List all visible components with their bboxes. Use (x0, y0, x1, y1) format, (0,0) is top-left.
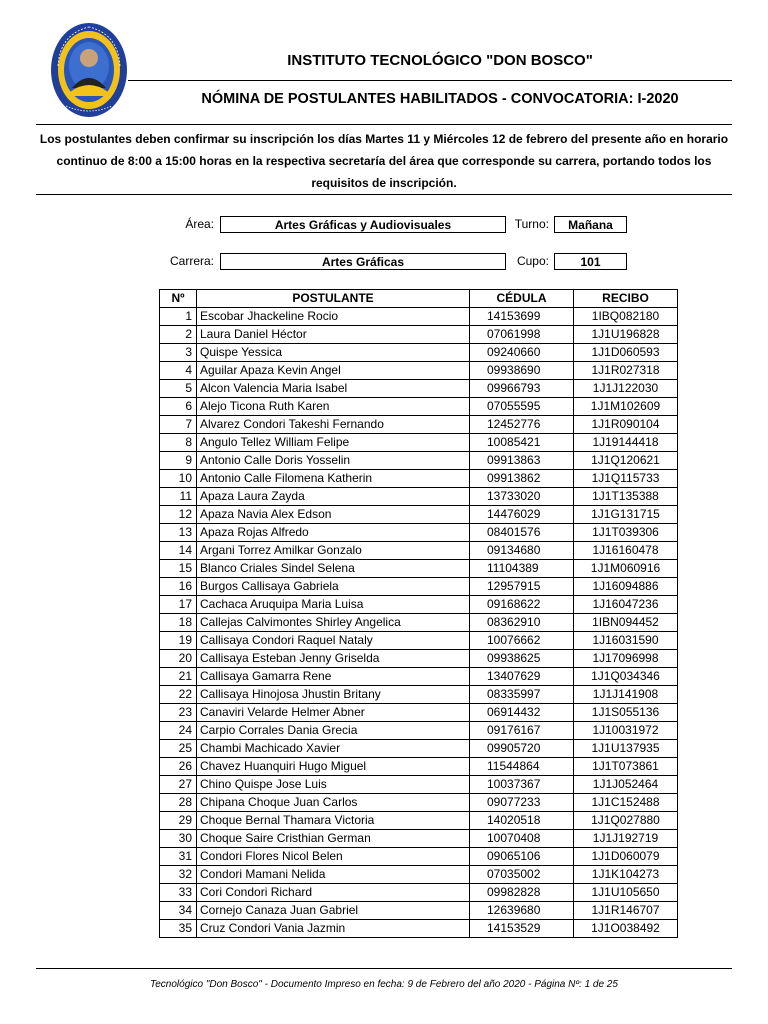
area-value: Artes Gráficas y Audiovisuales (220, 216, 506, 233)
recibo-value: 1J17096998 (574, 650, 678, 668)
cedula-value: 11104389 (470, 560, 574, 578)
recibo-value: 1J1U137935 (574, 740, 678, 758)
table-row (160, 434, 678, 452)
postulante-name: Angulo Tellez William Felipe (197, 434, 470, 452)
row-number: 33 (160, 884, 197, 902)
table-row (160, 758, 678, 776)
cedula-value: 09905720 (470, 740, 574, 758)
table-row (160, 722, 678, 740)
cedula-value: 11544864 (470, 758, 574, 776)
row-number: 2 (160, 326, 197, 344)
table-row (160, 686, 678, 704)
row-number: 24 (160, 722, 197, 740)
postulante-name: Callisaya Gamarra Rene (197, 668, 470, 686)
table-row (160, 776, 678, 794)
row-number: 8 (160, 434, 197, 452)
cedula-value: 09913862 (470, 470, 574, 488)
postulante-name: Callisaya Hinojosa Jhustin Britany (197, 686, 470, 704)
row-number: 28 (160, 794, 197, 812)
recibo-value: 1J1J141908 (574, 686, 678, 704)
document-title: NÓMINA DE POSTULANTES HABILITADOS - CONVOCATORIA: I-2020 (201, 91, 679, 107)
recibo-value: 1J1D060079 (574, 848, 678, 866)
postulante-name: Burgos Callisaya Gabriela (197, 578, 470, 596)
row-number: 27 (160, 776, 197, 794)
recibo-value: 1J1R027318 (574, 362, 678, 380)
recibo-value: 1J1D060593 (574, 344, 678, 362)
cedula-value: 14476029 (470, 506, 574, 524)
cedula-value: 10037367 (470, 776, 574, 794)
table-row (160, 596, 678, 614)
carrera-value: Artes Gráficas (220, 253, 506, 270)
cedula-value: 09938625 (470, 650, 574, 668)
row-number: 3 (160, 344, 197, 362)
table-row (160, 866, 678, 884)
cupo-value: 101 (554, 253, 627, 270)
postulante-name: Callisaya Esteban Jenny Griselda (197, 650, 470, 668)
row-number: 4 (160, 362, 197, 380)
row-number: 25 (160, 740, 197, 758)
cedula-value: 10085421 (470, 434, 574, 452)
cedula-value: 07055595 (470, 398, 574, 416)
postulante-name: Blanco Criales Sindel Selena (197, 560, 470, 578)
row-number: 6 (160, 398, 197, 416)
recibo-value: 1J1K104273 (574, 866, 678, 884)
recibo-value: 1J1M060916 (574, 560, 678, 578)
table-row (160, 848, 678, 866)
table-row (160, 380, 678, 398)
row-number: 1 (160, 308, 197, 326)
cedula-value: 13407629 (470, 668, 574, 686)
table-row (160, 326, 678, 344)
cedula-value: 09982828 (470, 884, 574, 902)
table-row (160, 920, 678, 938)
page-footer: Tecnológico "Don Bosco" - Documento Impreso en fecha: 9 de Febrero del año 2020 - Página Nº: 1 de 25 (150, 979, 618, 990)
table-row (160, 542, 678, 560)
cedula-value: 12452776 (470, 416, 574, 434)
postulante-name: Cornejo Canaza Juan Gabriel (197, 902, 470, 920)
table-row (160, 416, 678, 434)
cedula-value: 09913863 (470, 452, 574, 470)
institution-name: INSTITUTO TECNOLÓGICO "DON BOSCO" (287, 52, 593, 69)
table-row (160, 470, 678, 488)
table-row (160, 812, 678, 830)
recibo-value: 1J1T135388 (574, 488, 678, 506)
cedula-value: 12639680 (470, 902, 574, 920)
postulante-name: Cori Condori Richard (197, 884, 470, 902)
cedula-value: 09938690 (470, 362, 574, 380)
table-row (160, 632, 678, 650)
postulante-name: Apaza Navia Alex Edson (197, 506, 470, 524)
table-row (160, 794, 678, 812)
row-number: 22 (160, 686, 197, 704)
recibo-value: 1J19144418 (574, 434, 678, 452)
table-row (160, 740, 678, 758)
postulante-name: Chipana Choque Juan Carlos (197, 794, 470, 812)
postulante-name: Apaza Laura Zayda (197, 488, 470, 506)
recibo-value: 1J1Q115733 (574, 470, 678, 488)
row-number: 31 (160, 848, 197, 866)
divider (36, 968, 732, 969)
row-number: 14 (160, 542, 197, 560)
recibo-value: 1IBQ082180 (574, 308, 678, 326)
table-row (160, 398, 678, 416)
cedula-value: 06914432 (470, 704, 574, 722)
row-number: 7 (160, 416, 197, 434)
table-row (160, 524, 678, 542)
notice-paragraph: Los postulantes deben confirmar su inscripción los días Martes 11 y Miércoles 12 de febrero del presente año en horario continuo de 8:00 a 15:00 horas en la respectiva secretaría del área que corresponde su carrera, portando todos los requisitos de inscripción. (39, 132, 729, 190)
postulante-name: Antonio Calle Doris Yosselin (197, 452, 470, 470)
recibo-value: 1J10031972 (574, 722, 678, 740)
row-number: 10 (160, 470, 197, 488)
table-row (160, 560, 678, 578)
postulante-name: Chavez Huanquiri Hugo Miguel (197, 758, 470, 776)
recibo-value: 1J1J122030 (574, 380, 678, 398)
cedula-value: 09240660 (470, 344, 574, 362)
postulante-name: Laura Daniel Héctor (197, 326, 470, 344)
carrera-label: Carrera: (169, 254, 214, 268)
row-number: 35 (160, 920, 197, 938)
postulante-name: Cruz Condori Vania Jazmin (197, 920, 470, 938)
recibo-value: 1J16160478 (574, 542, 678, 560)
postulante-name: Canaviri Velarde Helmer Abner (197, 704, 470, 722)
recibo-value: 1J1Q027880 (574, 812, 678, 830)
recibo-value: 1J1Q120621 (574, 452, 678, 470)
recibo-value: 1J1Q034346 (574, 668, 678, 686)
postulante-name: Aguilar Apaza Kevin Angel (197, 362, 470, 380)
header-recibo: RECIBO (574, 290, 678, 308)
postulante-name: Callejas Calvimontes Shirley Angelica (197, 614, 470, 632)
applicants-table (159, 289, 678, 938)
table-row (160, 506, 678, 524)
table-header-row (160, 290, 678, 308)
postulante-name: Condori Flores Nicol Belen (197, 848, 470, 866)
row-number: 20 (160, 650, 197, 668)
postulante-name: Alejo Ticona Ruth Karen (197, 398, 470, 416)
recibo-value: 1J16031590 (574, 632, 678, 650)
table-row (160, 830, 678, 848)
cedula-value: 07061998 (470, 326, 574, 344)
cedula-value: 07035002 (470, 866, 574, 884)
cedula-value: 09966793 (470, 380, 574, 398)
postulante-name: Antonio Calle Filomena Katherin (197, 470, 470, 488)
table-body (160, 308, 678, 938)
institute-seal-logo (50, 22, 128, 118)
postulante-name: Alvarez Condori Takeshi Fernando (197, 416, 470, 434)
row-number: 9 (160, 452, 197, 470)
cedula-value: 13733020 (470, 488, 574, 506)
postulante-name: Escobar Jhackeline Rocio (197, 308, 470, 326)
table-row (160, 488, 678, 506)
recibo-value: 1J1R090104 (574, 416, 678, 434)
row-number: 11 (160, 488, 197, 506)
table-row (160, 614, 678, 632)
cedula-value: 08362910 (470, 614, 574, 632)
cedula-value: 10070408 (470, 830, 574, 848)
postulante-name: Cachaca Aruquipa Maria Luisa (197, 596, 470, 614)
table-row (160, 704, 678, 722)
turno-value: Mañana (554, 216, 627, 233)
cedula-value: 14020518 (470, 812, 574, 830)
row-number: 19 (160, 632, 197, 650)
cedula-value: 14153529 (470, 920, 574, 938)
recibo-value: 1J1R146707 (574, 902, 678, 920)
turno-label: Turno: (514, 217, 549, 231)
header-postulante: POSTULANTE (197, 290, 470, 308)
row-number: 34 (160, 902, 197, 920)
row-number: 13 (160, 524, 197, 542)
cedula-value: 09134680 (470, 542, 574, 560)
recibo-value: 1J1C152488 (574, 794, 678, 812)
header-number: Nº (160, 290, 197, 308)
divider (36, 124, 732, 125)
postulante-name: Apaza Rojas Alfredo (197, 524, 470, 542)
row-number: 26 (160, 758, 197, 776)
recibo-value: 1J1T073861 (574, 758, 678, 776)
cedula-value: 09168622 (470, 596, 574, 614)
table-row (160, 902, 678, 920)
table-row (160, 452, 678, 470)
postulante-name: Choque Bernal Thamara Victoria (197, 812, 470, 830)
row-number: 12 (160, 506, 197, 524)
recibo-value: 1J1M102609 (574, 398, 678, 416)
table-row (160, 362, 678, 380)
cedula-value: 08401576 (470, 524, 574, 542)
recibo-value: 1J1J192719 (574, 830, 678, 848)
row-number: 32 (160, 866, 197, 884)
area-label: Área: (185, 217, 214, 231)
table-row (160, 578, 678, 596)
divider (128, 80, 732, 81)
recibo-value: 1J1U196828 (574, 326, 678, 344)
recibo-value: 1J16094886 (574, 578, 678, 596)
postulante-name: Condori Mamani Nelida (197, 866, 470, 884)
cedula-value: 10076662 (470, 632, 574, 650)
table-row (160, 344, 678, 362)
row-number: 29 (160, 812, 197, 830)
recibo-value: 1J1T039306 (574, 524, 678, 542)
postulante-name: Choque Saire Cristhian German (197, 830, 470, 848)
cedula-value: 09077233 (470, 794, 574, 812)
row-number: 30 (160, 830, 197, 848)
recibo-value: 1J1G131715 (574, 506, 678, 524)
postulante-name: Chino Quispe Jose Luis (197, 776, 470, 794)
recibo-value: 1J16047236 (574, 596, 678, 614)
row-number: 15 (160, 560, 197, 578)
table-row (160, 668, 678, 686)
postulante-name: Chambi Machicado Xavier (197, 740, 470, 758)
table-row (160, 884, 678, 902)
cedula-value: 12957915 (470, 578, 574, 596)
header-cedula: CÉDULA (470, 290, 574, 308)
postulante-name: Alcon Valencia Maria Isabel (197, 380, 470, 398)
cedula-value: 09065106 (470, 848, 574, 866)
postulante-name: Argani Torrez Amilkar Gonzalo (197, 542, 470, 560)
row-number: 23 (160, 704, 197, 722)
recibo-value: 1J1S055136 (574, 704, 678, 722)
recibo-value: 1IBN094452 (574, 614, 678, 632)
divider (36, 194, 732, 195)
cedula-value: 08335997 (470, 686, 574, 704)
recibo-value: 1J1U105650 (574, 884, 678, 902)
row-number: 21 (160, 668, 197, 686)
postulante-name: Carpio Corrales Dania Grecia (197, 722, 470, 740)
postulante-name: Callisaya Condori Raquel Nataly (197, 632, 470, 650)
row-number: 18 (160, 614, 197, 632)
cedula-value: 14153699 (470, 308, 574, 326)
recibo-value: 1J1J052464 (574, 776, 678, 794)
row-number: 17 (160, 596, 197, 614)
table-row (160, 650, 678, 668)
cupo-label: Cupo: (516, 254, 549, 268)
postulante-name: Quispe Yessica (197, 344, 470, 362)
table-row (160, 308, 678, 326)
row-number: 16 (160, 578, 197, 596)
recibo-value: 1J1O038492 (574, 920, 678, 938)
cedula-value: 09176167 (470, 722, 574, 740)
row-number: 5 (160, 380, 197, 398)
